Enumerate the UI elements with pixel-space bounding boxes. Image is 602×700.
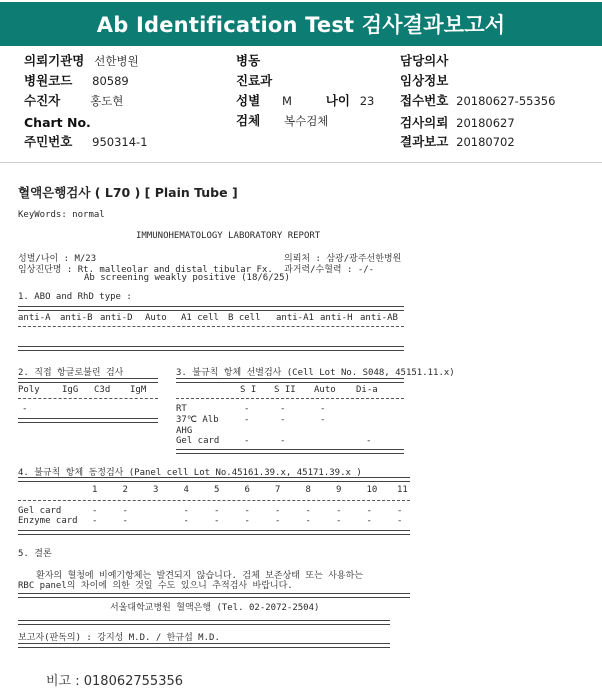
abo-header-3: Auto — [145, 313, 167, 323]
info-request-date — [400, 113, 515, 133]
info-value: 홍도현 — [90, 94, 124, 108]
section1-title: 1. ABO and RhD type : — [18, 292, 132, 302]
section3-title: 3. 불규칙 항체 선별검사 (Cell Lot No. S048, 45151.11.x) — [176, 368, 455, 378]
abo-header-1: anti-B — [60, 313, 93, 323]
info-value: 80589 — [92, 74, 129, 88]
info-label: 접수번호 — [400, 93, 449, 108]
screen-row-label: AHG — [176, 426, 193, 436]
screen-header-0: S I — [240, 385, 257, 395]
panel-cell-header: 9 — [336, 485, 342, 495]
info-hospital-code — [24, 71, 129, 91]
panel-cell-value: - — [397, 516, 403, 526]
info-label: 성별 — [236, 93, 261, 108]
panel-cell-header: 3 — [153, 485, 159, 495]
screen-cell: - — [280, 436, 286, 446]
info-ward — [236, 51, 260, 71]
abo-header-8: anti-AB — [360, 313, 398, 323]
section2-title: 2. 직접 항글로불린 검사 — [18, 368, 124, 378]
screen-cell: - — [280, 415, 286, 425]
info-label: 병동 — [236, 53, 261, 68]
divider — [176, 449, 404, 454]
info-label: 수진자 — [24, 93, 61, 108]
transfusion-history: 과거력/수혈력 : -/- — [284, 265, 375, 275]
info-sex-age — [236, 91, 374, 111]
divider — [18, 418, 158, 423]
report-heading: 혈액은행검사 ( L70 ) [ Plain Tube ] — [18, 185, 238, 200]
divider — [18, 346, 404, 351]
divider — [176, 378, 404, 383]
panel-cell-header: 6 — [244, 485, 250, 495]
info-label: 검사의뢰 — [400, 115, 449, 130]
abo-header-2: anti-D — [100, 313, 133, 323]
info-value: 20180627 — [456, 116, 515, 130]
info-label: 주민번호 — [24, 134, 73, 149]
screen-cell: - — [320, 415, 326, 425]
info-value: 선한병원 — [94, 54, 139, 68]
panel-cell-value: - — [305, 516, 311, 526]
info-label: Chart No. — [24, 115, 91, 130]
panel-cell-value: - — [336, 516, 342, 526]
panel-cell-value: - — [122, 506, 128, 516]
panel-row-label: Enzyme card — [18, 516, 78, 526]
info-resident-no — [24, 132, 148, 152]
conclusion-line1: 환자의 혈청에 비예기항체는 발견되지 않습니다. 검체 보존상태 또는 사용하는 — [36, 571, 363, 581]
screen-header-2: Auto — [314, 385, 336, 395]
report-title-banner — [0, 2, 602, 46]
screen-row-label: RT — [176, 404, 187, 414]
divider — [18, 620, 390, 625]
info-label: 검체 — [236, 113, 261, 128]
screen-cell: - — [244, 436, 250, 446]
dat-header-0: Poly — [18, 385, 40, 395]
screening-note: Ab screening weakly positive (18/6/25) — [84, 273, 290, 283]
dat-header-3: IgM — [130, 385, 147, 395]
divider — [18, 530, 410, 535]
divider — [18, 378, 158, 383]
diagnosis: 임상진단명 : Rt. malleolar and distal tibular Fx. — [18, 265, 273, 275]
panel-cell-value: - — [305, 506, 311, 516]
abo-header-6: anti-A1 — [276, 313, 314, 323]
scanned-report — [0, 163, 602, 700]
panel-cell-header: 10 — [366, 485, 378, 495]
panel-cell-header: 8 — [305, 485, 311, 495]
panel-cell-value: - — [366, 516, 372, 526]
info-department — [236, 71, 272, 91]
info-clinical — [400, 71, 448, 91]
dat-value-poly: - — [22, 404, 28, 414]
panel-cell-value: - — [275, 516, 281, 526]
screen-row-label: 37℃ Alb — [176, 415, 219, 425]
panel-cell-header: 5 — [214, 485, 220, 495]
report-title: Ab Identification Test 검사결과보고서 — [96, 13, 506, 37]
panel-cell-value: - — [244, 516, 250, 526]
panel-cell-value: - — [397, 506, 403, 516]
abo-header-4: A1 cell — [181, 313, 219, 323]
keywords: KeyWords: normal — [18, 210, 105, 220]
info-patient — [24, 91, 123, 111]
info-specimen — [236, 111, 328, 131]
info-value: 950314-1 — [92, 135, 148, 149]
info-report-date — [400, 132, 515, 152]
info-physician — [400, 51, 448, 71]
requester: 의뢰처 : 삼광/광주선한병원 — [284, 254, 402, 264]
info-label: 결과보고 — [400, 134, 449, 149]
info-value: M — [281, 94, 292, 108]
reporter: 보고자(판독의) : 강지성 M.D. / 한규섭 M.D. — [18, 633, 220, 643]
patient-info-panel — [0, 46, 602, 163]
abo-header-7: anti-H — [320, 313, 353, 323]
divider — [18, 643, 390, 648]
panel-cell-value: - — [122, 516, 128, 526]
info-label: 임상정보 — [400, 73, 449, 88]
info-value: 20180702 — [456, 135, 515, 149]
conclusion-line2: RBC panel의 차이에 의한 것일 수도 있으니 추적검사 바랍니다. — [18, 581, 293, 591]
panel-row-label: Gel card — [18, 506, 62, 516]
panel-cell-value: - — [214, 506, 220, 516]
screen-header-3: Di-a — [356, 385, 378, 395]
screen-cell: - — [244, 415, 250, 425]
remarks: 비고 : 018062755356 — [46, 674, 184, 689]
panel-cell-value: - — [366, 506, 372, 516]
screen-cell: - — [280, 404, 286, 414]
panel-cell-header: 2 — [122, 485, 128, 495]
info-receipt-no — [400, 91, 555, 111]
info-institution — [24, 51, 139, 71]
panel-cell-value: - — [275, 506, 281, 516]
abo-header-5: B cell — [228, 313, 261, 323]
panel-cell-value: - — [92, 506, 98, 516]
panel-cell-header: 11 — [397, 485, 408, 495]
info-value: 20180627-55356 — [456, 94, 556, 108]
screen-cell: - — [320, 404, 326, 414]
divider — [18, 500, 410, 501]
info-label: 병원코드 — [24, 73, 73, 88]
divider — [18, 306, 404, 311]
lab-contact: 서울대학교병원 혈액은행 (Tel. 02-2072-2504) — [110, 603, 320, 613]
divider — [18, 326, 404, 327]
screen-cell: - — [244, 404, 250, 414]
panel-cell-header: 4 — [183, 485, 189, 495]
lab-title: IMMUNOHEMATOLOGY LABORATORY REPORT — [136, 231, 321, 241]
screen-row-label: Gel card — [176, 436, 220, 446]
section5-title: 5. 결론 — [18, 549, 52, 559]
screen-cell: - — [366, 436, 372, 446]
panel-cell-header: 1 — [92, 485, 98, 495]
panel-cell-header: 7 — [275, 485, 281, 495]
divider — [18, 398, 158, 399]
info-label: 담당의사 — [400, 53, 449, 68]
divider — [176, 398, 404, 399]
sex-age: 성별/나이 : M/23 — [18, 254, 97, 264]
panel-cell-value: - — [336, 506, 342, 516]
panel-cell-value: - — [214, 516, 220, 526]
panel-cell-value: - — [183, 506, 189, 516]
screen-header-1: S II — [274, 385, 296, 395]
divider — [18, 593, 410, 598]
divider — [18, 477, 410, 482]
info-label: 나이 — [325, 93, 350, 108]
dat-header-1: IgG — [62, 385, 79, 395]
panel-cell-value: - — [92, 516, 98, 526]
abo-header-0: anti-A — [18, 313, 51, 323]
info-chart-no — [24, 113, 97, 133]
info-value: 23 — [359, 94, 375, 108]
info-value: 복수검체 — [283, 114, 329, 128]
panel-cell-value: - — [183, 516, 189, 526]
info-label: 진료과 — [236, 73, 273, 88]
panel-cell-value: - — [244, 506, 250, 516]
dat-header-2: C3d — [94, 385, 111, 395]
info-label: 의뢰기관명 — [24, 53, 85, 68]
section4-title: 4. 불규칙 항체 동정검사 (Panel cell Lot No.45161.39.x, 45171.39.x ) — [18, 468, 362, 478]
